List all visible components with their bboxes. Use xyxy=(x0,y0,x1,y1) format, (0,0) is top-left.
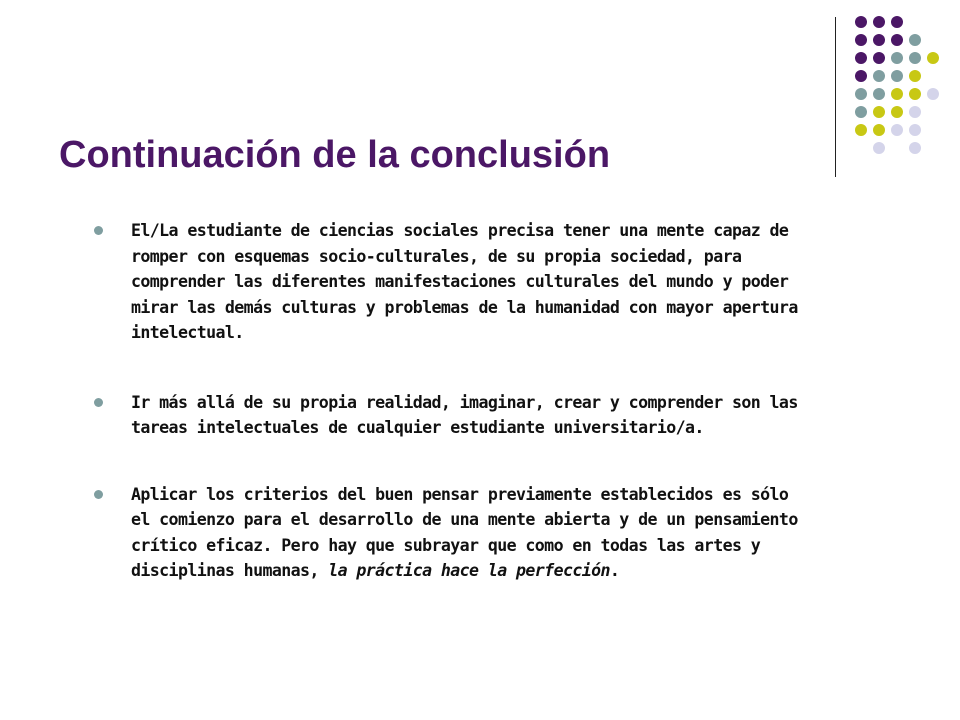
bullet-item-3 xyxy=(94,482,814,584)
slide-title: Continuación de la conclusión xyxy=(59,134,611,176)
dot xyxy=(909,106,921,118)
dot xyxy=(873,142,885,154)
bullet-text: El/La estudiante de ciencias sociales precisa tener una mente capaz de romper con esquemas socio-culturales, de su propia sociedad, para comprender las diferentes manifestaciones culturales del mundo y poder mirar las demás culturas y problemas de la humanidad con mayor apertura intelectual. xyxy=(131,221,798,342)
dot xyxy=(873,16,885,28)
dot xyxy=(873,34,885,46)
dot xyxy=(891,106,903,118)
dot xyxy=(855,16,867,28)
vertical-divider xyxy=(835,17,836,177)
dot xyxy=(909,52,921,64)
dot xyxy=(909,88,921,100)
dot xyxy=(873,124,885,136)
bullet-text: Ir más allá de su propia realidad, imaginar, crear y comprender son las tareas intelectuales de cualquier estudiante universitario/a. xyxy=(131,392,798,437)
dot xyxy=(927,88,939,100)
dot xyxy=(873,88,885,100)
bullet-dot-icon xyxy=(94,398,103,407)
dot xyxy=(891,88,903,100)
bullet-item-1 xyxy=(94,218,814,346)
dot xyxy=(909,142,921,154)
dot xyxy=(855,34,867,46)
dot xyxy=(891,52,903,64)
bullet-end-punctuation: . xyxy=(609,561,620,580)
dot xyxy=(873,106,885,118)
dot xyxy=(891,124,903,136)
dot xyxy=(855,124,867,136)
dot xyxy=(855,106,867,118)
dot xyxy=(855,52,867,64)
bullet-list xyxy=(94,218,814,628)
dot xyxy=(855,70,867,82)
dot xyxy=(873,52,885,64)
bullet-text: Aplicar los criterios del buen pensar previamente establecidos es sólo el comienzo para el desarrollo de una mente abierta y de un pensamiento crítico eficaz. Pero hay que subrayar que como en todas las artes y disciplinas humanas, xyxy=(131,484,798,580)
bullet-emphasis-text: la práctica hace la perfección xyxy=(328,561,610,580)
dot xyxy=(909,34,921,46)
bullet-dot-icon xyxy=(94,490,103,499)
bullet-item-2 xyxy=(94,390,814,441)
dot xyxy=(891,34,903,46)
dot xyxy=(909,70,921,82)
dot xyxy=(873,70,885,82)
decorative-dot-grid xyxy=(850,12,950,154)
dot xyxy=(909,124,921,136)
dot xyxy=(891,70,903,82)
dot xyxy=(927,52,939,64)
dot xyxy=(891,16,903,28)
bullet-dot-icon xyxy=(94,226,103,235)
dot xyxy=(855,88,867,100)
